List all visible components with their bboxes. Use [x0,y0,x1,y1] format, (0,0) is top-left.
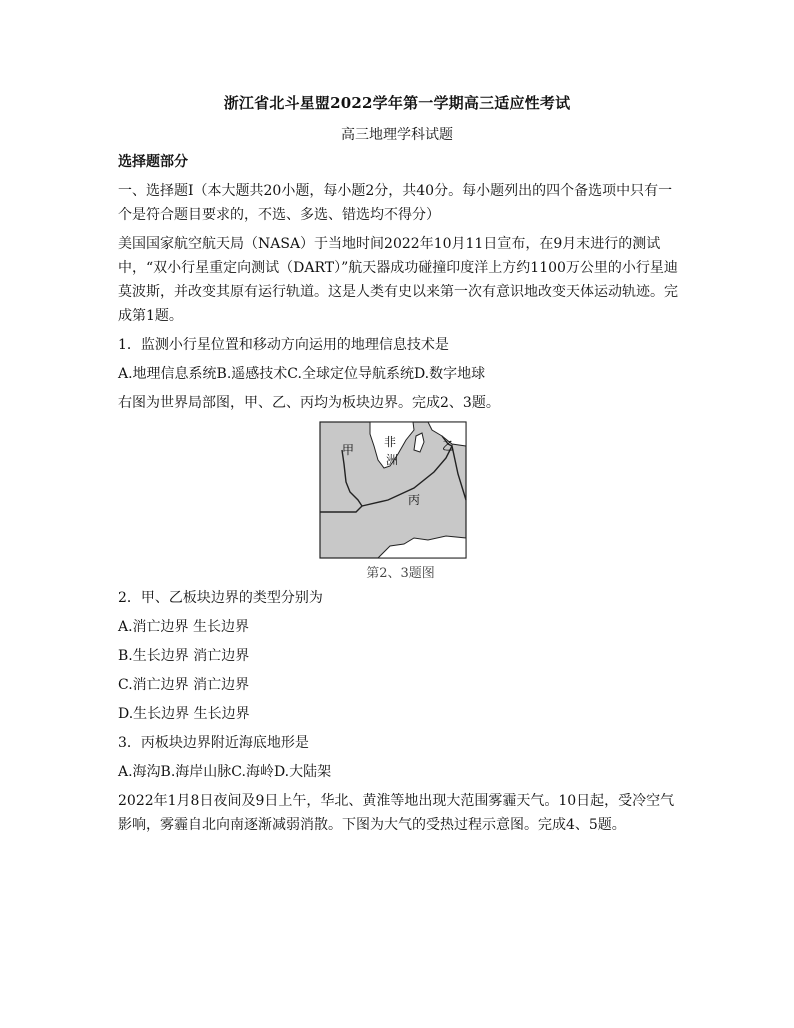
exam-subtitle: 高三地理学科试题 [341,127,453,143]
section-heading: 选择题部分 [118,154,188,170]
passage-2: 右图为世界局部图，甲、乙、丙均为板块边界。完成2、3题。 [118,395,500,411]
question-2-option-d: D.生长边界 生长边界 [118,706,250,722]
question-3-stem: 3．丙板块边界附近海底地形是 [118,735,309,751]
plate-boundary-map-figure [118,420,683,581]
label-zhou: 洲 [386,453,399,467]
question-2-option-b: B.生长边界 消亡边界 [118,648,250,664]
question-1-stem: 1．监测小行星位置和移动方向运用的地理信息技术是 [118,337,449,353]
label-fei: 非 [384,435,397,449]
exam-title: 浙江省北斗星盟2022学年第一学期高三适应性考试 [223,94,571,112]
question-3-options: A.海沟B.海岸山脉C.海岭D.大陆架 [118,764,332,780]
passage-3: 2022年1月8日夜间及9日上午，华北、黄淮等地出现大范围雾霾天气。10日起，受冷空气影响，雾霾自北向南逐渐减弱消散。下图为大气的受热过程示意图。完成4、5题。 [118,793,675,833]
figure-caption: 第2、3题图 [366,566,435,581]
question-1-options: A.地理信息系统B.遥感技术C.全球定位导航系统D.数字地球 [118,366,486,382]
label-yi: 乙 [442,439,455,453]
plate-boundary-map [318,420,468,560]
label-jia: 甲 [342,443,355,457]
section-instructions: 一、选择题Ⅰ（本大题共20小题，每小题2分，共40分。每小题列出的四个备选项中只有一个是符合题目要求的，不选、多选、错选均不得分） [118,183,673,223]
question-2-option-a: A.消亡边界 生长边界 [118,619,250,635]
label-bing: 丙 [408,493,421,507]
question-2-stem: 2．甲、乙板块边界的类型分别为 [118,590,323,606]
question-2-option-c: C.消亡边界 消亡边界 [118,677,250,693]
exam-content [118,150,683,842]
passage-1: 美国国家航空航天局（NASA）于当地时间2022年10月11日宣布，在9月末进行的测试中，“双小行星重定向测试（DART）”航天器成功碰撞印度洋上方约1100万公里的小行星迪莫波斯，并改变其原有运行轨道。这是人类有史以来第一次有意识地改变天体运动轨迹。完成第1题。 [118,236,678,324]
